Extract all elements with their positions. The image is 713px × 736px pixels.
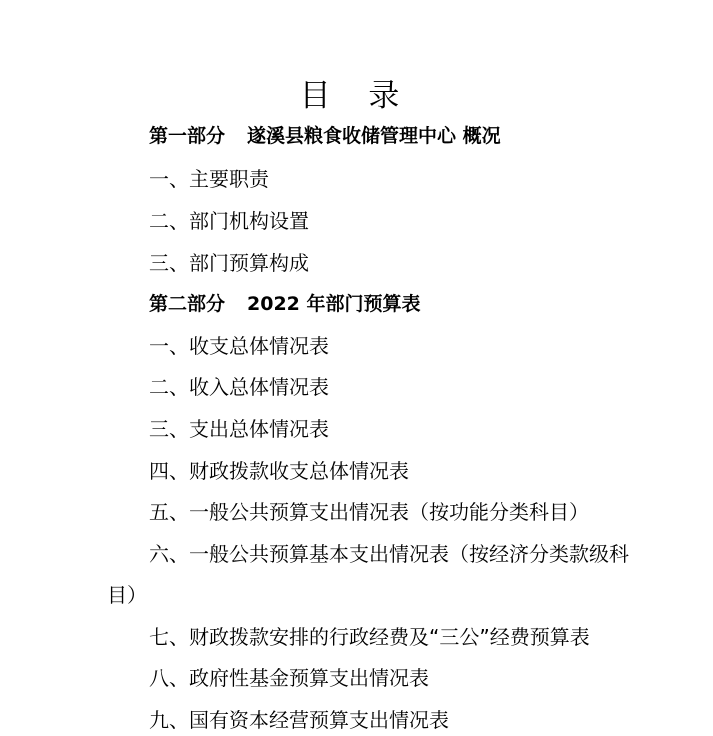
toc-item: 三、支出总体情况表 [149, 417, 329, 441]
part2-name: 2022 年部门预算表 [247, 293, 421, 315]
toc-title: 目 录 [299, 78, 414, 114]
toc-item: 五、一般公共预算支出情况表（按功能分类科目） [149, 500, 589, 524]
part2-label: 第二部分 [149, 293, 226, 315]
toc-item-continuation: 目） [107, 583, 147, 607]
toc-item: 二、部门机构设置 [149, 209, 309, 233]
toc-item: 二、收入总体情况表 [149, 375, 329, 399]
toc-item: 一、收支总体情况表 [149, 334, 329, 358]
toc-item: 七、财政拨款安排的行政经费及“三公”经费预算表 [149, 625, 590, 649]
toc-item: 八、政府性基金预算支出情况表 [149, 666, 429, 690]
toc-item: 四、财政拨款收支总体情况表 [149, 459, 409, 483]
part1-label: 第一部分 [149, 125, 226, 147]
toc-item: 九、国有资本经营预算支出情况表 [149, 708, 449, 732]
toc-item: 一、主要职责 [149, 167, 269, 191]
toc-item: 三、部门预算构成 [149, 251, 309, 275]
part2-heading [149, 291, 421, 317]
toc-item: 六、一般公共预算基本支出情况表（按经济分类款级科 [149, 542, 629, 566]
part1-heading [149, 123, 501, 149]
part1-name: 遂溪县粮食收储管理中心 概况 [247, 125, 501, 147]
